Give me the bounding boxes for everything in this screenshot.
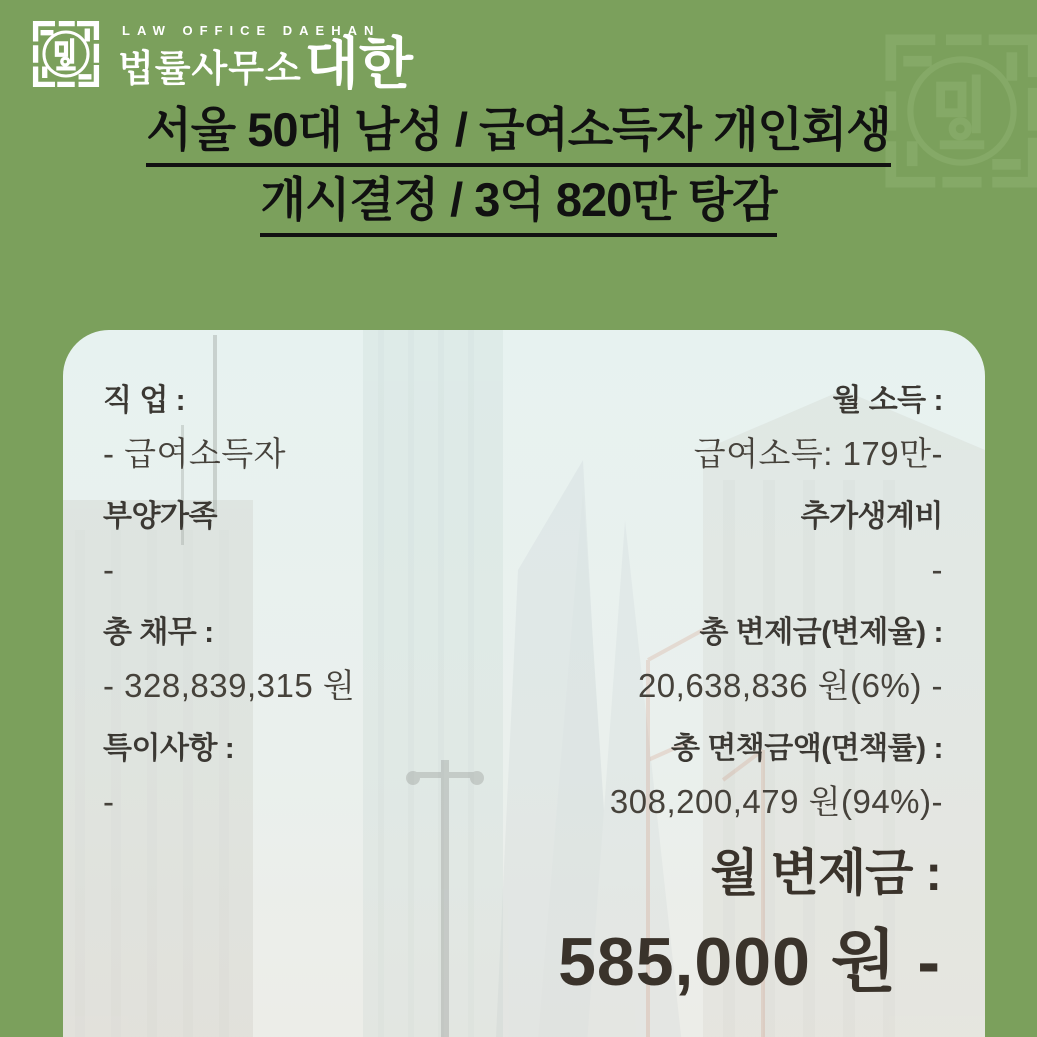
brand-text xyxy=(118,21,413,96)
field-occupation xyxy=(103,382,286,475)
field-total-repayment-label: 총 변제금(변제율) : xyxy=(699,616,943,649)
field-special-notes-value: - xyxy=(103,783,115,820)
field-total-exemption xyxy=(610,730,943,823)
field-total-debt xyxy=(103,614,355,707)
card-content xyxy=(63,330,985,1000)
brand-name-english: LAW OFFICE DAEHAN xyxy=(122,23,381,39)
field-total-debt-value: - 328,839,315 원 xyxy=(103,667,356,704)
title-line-2: 개시결정 / 3억 820만 탕감 xyxy=(260,176,776,237)
brand-name-korean: 대한 xyxy=(304,32,413,96)
monthly-repayment-label: 월 변제금 : xyxy=(710,845,941,901)
monthly-repayment-value: 585,000 원 - xyxy=(558,924,941,1000)
monthly-repayment-highlight xyxy=(103,846,943,1000)
field-monthly-income xyxy=(694,382,943,475)
brand-header xyxy=(28,16,413,96)
card-row-1 xyxy=(103,382,943,475)
field-occupation-label: 직 업 : xyxy=(103,384,186,417)
field-monthly-income-label: 월 소득 : xyxy=(832,384,943,417)
poster-title xyxy=(0,103,1037,246)
field-dependents xyxy=(103,498,217,591)
title-line-1: 서울 50대 남성 / 급여소득자 개인회생 xyxy=(146,106,890,167)
card-row-4 xyxy=(103,730,943,823)
field-total-repayment xyxy=(638,614,943,707)
field-occupation-value: - 급여소득자 xyxy=(103,435,287,472)
field-special-notes xyxy=(103,730,234,823)
field-dependents-value: - xyxy=(103,551,115,588)
field-extra-living-cost-label: 추가생계비 xyxy=(800,500,943,533)
field-monthly-income-value: 급여소득: 179만- xyxy=(693,435,943,472)
field-dependents-label: 부양가족 xyxy=(103,500,217,533)
field-total-exemption-value: 308,200,479 원(94%)- xyxy=(609,783,943,820)
case-summary-card xyxy=(63,330,985,1037)
card-row-3 xyxy=(103,614,943,707)
field-total-exemption-label: 총 면책금액(면책률) : xyxy=(671,732,943,765)
daehan-seal-icon xyxy=(28,16,104,92)
field-total-debt-label: 총 채무 : xyxy=(103,616,214,649)
field-extra-living-cost-value: - xyxy=(931,551,943,588)
field-total-repayment-value: 20,638,836 원(6%) - xyxy=(637,667,943,704)
field-extra-living-cost xyxy=(801,498,943,591)
card-row-2 xyxy=(103,498,943,591)
field-special-notes-label: 특이사항 : xyxy=(103,732,235,765)
brand-office-korean: 법률사무소 xyxy=(118,47,302,89)
